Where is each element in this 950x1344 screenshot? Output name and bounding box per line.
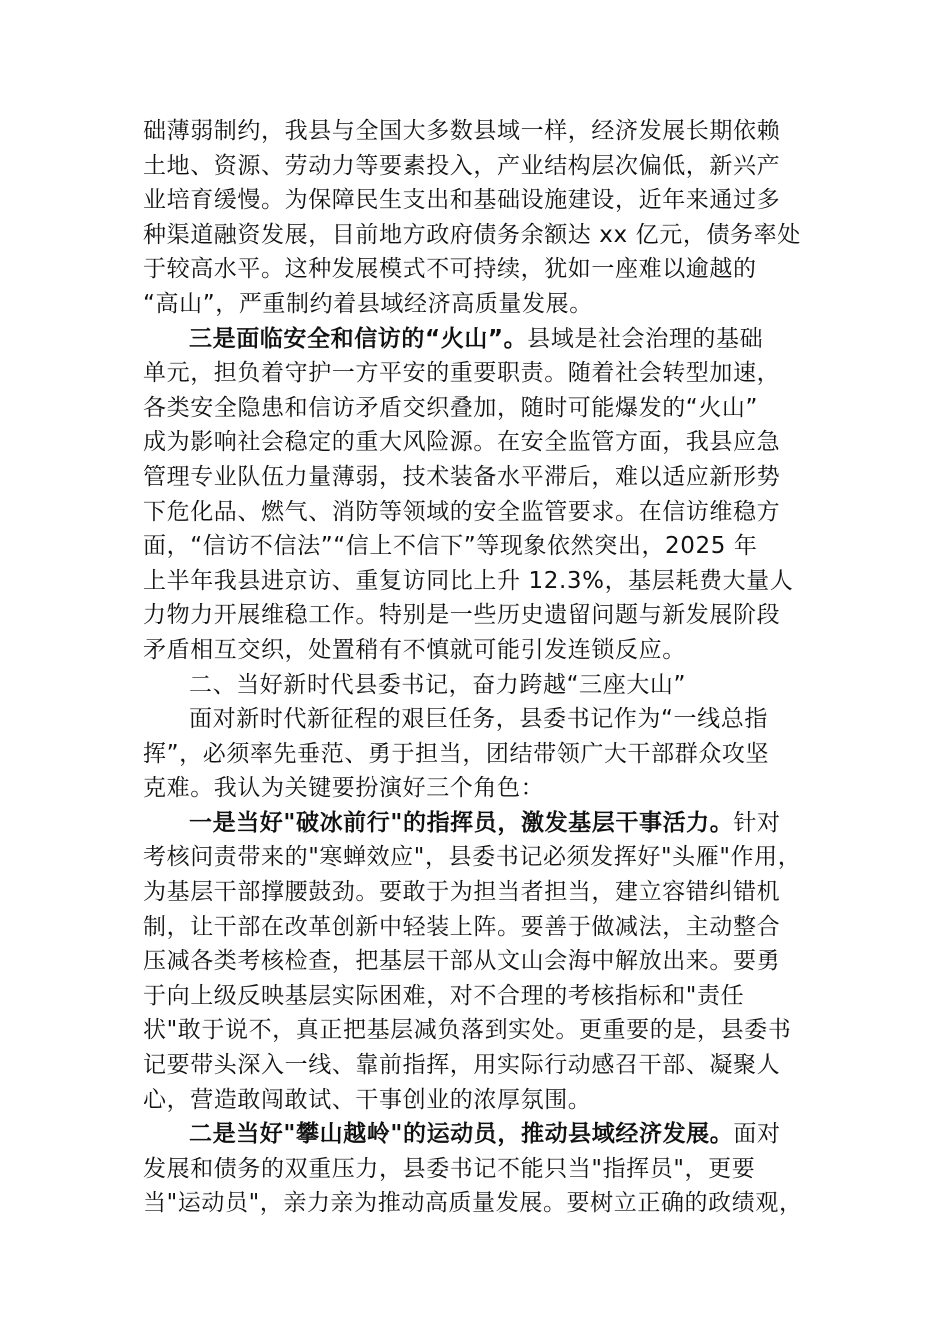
text-line <box>143 252 823 287</box>
bold-heading-text: 一是当好"破冰前行"的指挥员，激发基层干事活力。 <box>189 809 734 836</box>
body-text: 面，“信访不信法”“信上不信下”等现象依然突出，2025 年 <box>143 533 758 560</box>
text-line <box>143 529 823 564</box>
body-text: 压减各类考核检查，把基层干部从文山会海中解放出来。要勇 <box>143 948 781 975</box>
text-line <box>143 425 823 460</box>
body-text: 克难。我认为关键要扮演好三个角色： <box>143 775 545 802</box>
body-text: 二、当好新时代县委书记，奋力跨越“三座大山” <box>189 671 687 698</box>
body-text: 为基层干部撑腰鼓劲。要敢于为担当者担当，建立容错纠错机 <box>143 879 781 906</box>
bold-heading-text: 三是面临安全和信访的“火山”。 <box>189 325 528 352</box>
body-text: 县域是社会治理的基础 <box>527 325 764 352</box>
body-text: 于较高水平。这种发展模式不可持续，犹如一座难以逾越的 <box>143 256 757 283</box>
text-line <box>143 564 823 599</box>
text-line <box>143 875 823 910</box>
text-line <box>143 1083 823 1118</box>
body-text: 成为影响社会稳定的重大风险源。在安全监管方面，我县应急 <box>143 429 781 456</box>
body-text: 考核问责带来的"寒蝉效应"，县委书记必须发挥好"头雁"作用， <box>143 844 802 871</box>
text-line <box>143 1152 823 1187</box>
body-text: 面对 <box>733 1121 781 1148</box>
text-line <box>143 495 823 530</box>
body-text: 上半年我县进京访、重复访同比上升 12.3%，基层耗费大量人 <box>143 567 794 594</box>
text-line <box>143 910 823 945</box>
body-text: 面对新时代新征程的艰巨任务，县委书记作为“一线总指 <box>189 706 768 733</box>
text-line <box>143 840 823 875</box>
text-line <box>143 1186 823 1221</box>
text-line <box>143 218 823 253</box>
text-line <box>143 391 823 426</box>
text-line <box>143 1117 823 1152</box>
text-line <box>143 633 823 668</box>
text-line <box>143 806 823 841</box>
text-line <box>143 183 823 218</box>
text-line <box>143 1013 823 1048</box>
text-line <box>143 771 823 806</box>
text-line <box>143 944 823 979</box>
text-line <box>143 598 823 633</box>
body-text: 土地、资源、劳动力等要素投入，产业结构层次偏低，新兴产 <box>143 152 781 179</box>
body-text: 力物力开展维稳工作。特别是一些历史遗留问题与新发展阶段 <box>143 602 781 629</box>
text-line <box>143 114 823 149</box>
text-line <box>143 668 823 703</box>
body-text: “高山”，严重制约着县域经济高质量发展。 <box>143 290 593 317</box>
body-text: 业培育缓慢。为保障民生支出和基础设施建设，近年来通过多 <box>143 187 781 214</box>
body-text: 矛盾相互交织，处置稍有不慎就可能引发连锁反应。 <box>143 636 686 663</box>
text-line <box>143 702 823 737</box>
text-line <box>143 460 823 495</box>
body-text: 单元，担负着守护一方平安的重要职责。随着社会转型加速， <box>143 360 781 387</box>
text-line <box>143 287 823 322</box>
text-line <box>143 1048 823 1083</box>
body-text: 当"运动员"，亲力亲为推动高质量发展。要树立正确的政绩观， <box>143 1190 803 1217</box>
body-text: 状"敢于说不，真正把基层减负落到实处。更重要的是，县委书 <box>143 1017 792 1044</box>
body-text: 挥”，必须率先垂范、勇于担当，团结带领广大干部群众攻坚 <box>143 740 770 767</box>
document-body <box>143 114 823 1221</box>
body-text: 心，营造敢闯敢试、干事创业的浓厚氛围。 <box>143 1086 592 1113</box>
body-text: 种渠道融资发展，目前地方政府债务余额达 xx 亿元，债务率处 <box>143 221 801 248</box>
body-text: 下危化品、燃气、消防等领域的安全监管要求。在信访维稳方 <box>143 498 781 525</box>
body-text: 管理专业队伍力量薄弱，技术装备水平滞后，难以适应新形势 <box>143 463 781 490</box>
body-text: 于向上级反映基层实际困难，对不合理的考核指标和"责任 <box>143 982 745 1009</box>
body-text: 各类安全隐患和信访矛盾交织叠加，随时可能爆发的“火山” <box>143 394 759 421</box>
body-text: 制，让干部在改革创新中轻装上阵。要善于做减法，主动整合 <box>143 913 781 940</box>
body-text: 记要带头深入一线、靠前指挥，用实际行动感召干部、凝聚人 <box>143 1052 781 1079</box>
text-line <box>143 979 823 1014</box>
body-text: 发展和债务的双重压力，县委书记不能只当"指挥员"，更要 <box>143 1155 756 1182</box>
text-line <box>143 322 823 357</box>
body-text: 针对 <box>733 809 781 836</box>
text-line <box>143 356 823 391</box>
text-line <box>143 149 823 184</box>
body-text: 础薄弱制约，我县与全国大多数县域一样，经济发展长期依赖 <box>143 118 781 144</box>
bold-heading-text: 二是当好"攀山越岭"的运动员，推动县域经济发展。 <box>189 1121 734 1148</box>
text-line <box>143 737 823 772</box>
